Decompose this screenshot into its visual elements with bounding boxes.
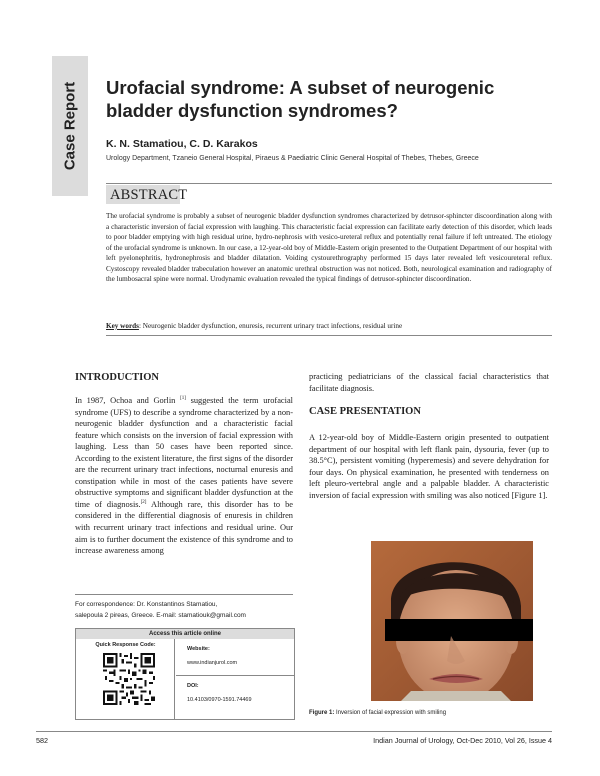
intro-text-part-2: suggested the term urofacial syndrome (UFS) to describe a syndrome characterized by a non-neurogenic bladder dysfunction and a characteristic facial feature which consists on the inversion of facial expression with laughing. Less than 50 cases have been reported since. According to the existent literature, the first signs of the disorder are the recurrent urinary tract infections, nocturnal enuresis and constipation while in most of the cases patients have severe obstructive symptoms and significant bladder dysfunction at the time of diagnosis. (75, 396, 294, 509)
keywords-text: : Neurogenic bladder dysfunction, enuresis, recurrent urinary tract infections, residual urine (138, 322, 403, 330)
access-online-heading: Access this article online (76, 629, 294, 639)
qr-code-icon[interactable] (103, 653, 155, 705)
journal-citation: Indian Journal of Urology, Oct-Dec 2010, Vol 26, Issue 4 (373, 736, 552, 745)
page-number: 582 (36, 736, 48, 745)
website-label: Website: (187, 646, 210, 652)
figure-caption-text: Inversion of facial expression with smiling (334, 710, 447, 716)
figure-1-photo (371, 541, 533, 701)
citation-1[interactable]: [1] (180, 396, 186, 402)
keywords (106, 321, 552, 331)
figure-caption (309, 710, 446, 716)
abstract-divider (106, 335, 552, 336)
article-type-label: Case Report (61, 81, 79, 171)
case-presentation-heading: CASE PRESENTATION (309, 406, 421, 417)
qr-cell (76, 639, 175, 719)
correspondence-line-1: For correspondence: Dr. Konstantinos Stamatiou, (75, 601, 218, 608)
citation-2[interactable]: [2] (140, 500, 147, 506)
introduction-text (75, 395, 293, 557)
qr-label: Quick Response Code: (95, 642, 156, 648)
website-cell (176, 639, 294, 676)
doi-link[interactable]: 10.4103/0970-1591.74469 (187, 697, 252, 703)
introduction-heading: INTRODUCTION (75, 372, 160, 383)
affiliation: Urology Department, Tzaneio General Hospital, Piraeus & Paediatric Clinic General Hospital of Thebes, Thebes, Greece (106, 155, 479, 162)
correspondence-divider (75, 594, 293, 595)
intro-text-part-3: Although rare, this disorder has to be considered in the differential diagnosis of enuresis in children with recurrent urinary tract infections and residual urine. Our aim is to further document the existence of this syndrome and to increase awareness among (75, 499, 293, 556)
doi-cell (176, 676, 294, 719)
article-title: Urofacial syndrome: A subset of neurogenic bladder dysfunction syndromes? (106, 77, 495, 121)
website-link[interactable]: www.indianjurol.com (187, 660, 238, 666)
access-online-box (75, 628, 295, 720)
authors: K. N. Stamatiou, C. D. Karakos (106, 138, 258, 150)
article-type-tab (52, 56, 88, 196)
footer-divider (36, 731, 552, 732)
intro-text-part-1: In 1987, Ochoa and Gorlin (75, 396, 181, 405)
correspondence (75, 599, 293, 621)
abstract-text: The urofacial syndrome is probably a subset of neurogenic bladder dysfunction syndromes characterized by detrusor-sphincter discoordination along with a characteristic inversion of facial expression with laughing. This characteristic facial expression can facilitate early detection of this disorder, which leads to poor bladder emptying with high residual urine, hydro-nephrosis with vesico-ureteral reflux and potentially renal failure if left untreated. The etiology of the urofacial syndrome is unknown. In our case, a 12-year-old boy of Middle-Eastern origin presented to the Outpatient Department of our hospital with left pyelonephritis, hydronephrosis and bladder dilatation. Voiding cystourethrography performed 15 days later revealed left vesicoureteral reflux. Cystoscopy revealed bladder trabeculation however an anatomic urethral obstruction was not noticed. Both, neurological examination and radiography of the lumbosacral spine were normal. Urodynamic evaluation revealed the typical findings of detrusor-sphincter discoordination. (106, 212, 552, 283)
introduction-continuation: practicing pediatricians of the classical facial characteristics that facilitate diagnosis. (309, 372, 549, 393)
keywords-label: Key words (106, 322, 139, 330)
abstract-heading: ABSTRACT (110, 187, 188, 203)
correspondence-line-2: salepoula 2 pireas, Greece. E-mail: stamatiouk@gmail.com (75, 612, 246, 619)
abstract-header (106, 183, 552, 203)
figure-label: Figure 1: (309, 710, 335, 716)
doi-label: DOI: (187, 683, 199, 689)
case-presentation-text: A 12-year-old boy of Middle-Eastern origin presented to outpatient department of our hospital with left flank pain, dysouria, fever (up to 38.5°C), persistent vomiting (hyperemesis) and severe dehydration for four days. On physical examination, he presented with tenderness on left pleuro-vertebral angle and a palpable bladder. A characteristic inversion of facial expression with smiling was also noticed [Figure 1]. (309, 433, 549, 500)
